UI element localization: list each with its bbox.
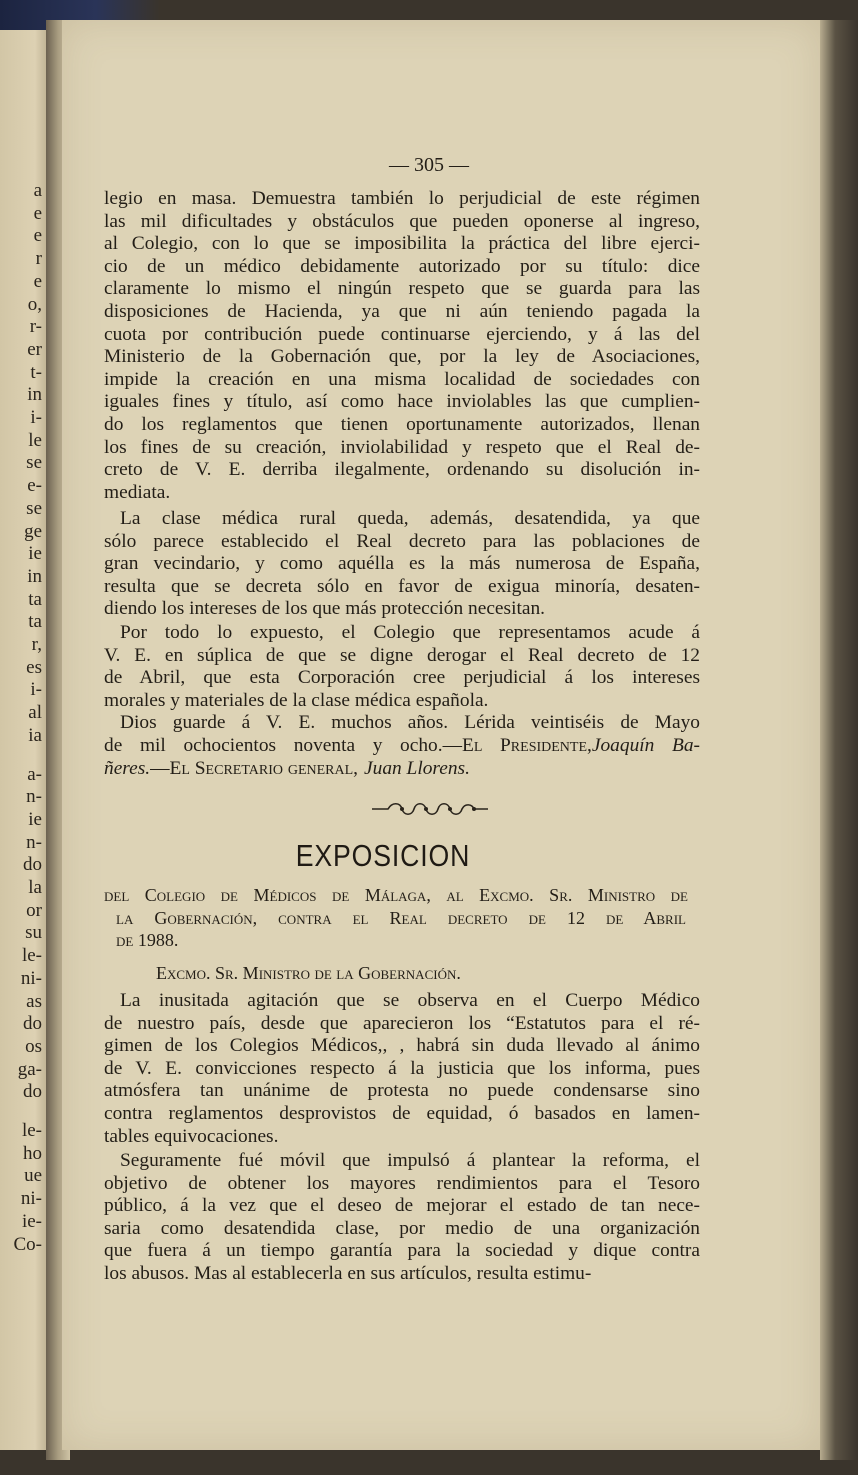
secretary-name: Juan Llorens. <box>364 758 470 779</box>
paragraph-line: resulta que se decreta sólo en favor de exigua minoría, desaten- <box>104 575 700 597</box>
paragraph-line: claramente lo mismo el ningún respeto que se guarda para las <box>104 278 700 300</box>
adjacent-page-fragment: se <box>26 452 42 474</box>
adjacent-page-fragment: in <box>27 384 42 406</box>
adjacent-page-fragment: do <box>23 1081 42 1103</box>
section-subtitle-line: de 1988. <box>116 930 179 951</box>
adjacent-page-fragment: le- <box>21 1120 42 1141</box>
paragraph-line: de Abril, que esta Corporación cree perjudicial á los intereses <box>104 667 700 689</box>
paragraph-line: Por todo lo expuesto, el Colegio que representamos acude á <box>120 622 700 643</box>
adjacent-page-fragment: se <box>26 497 42 519</box>
adjacent-page-fragment: ia <box>28 724 42 746</box>
adjacent-page-fragment: r <box>35 248 42 270</box>
adjacent-page-fragment: al <box>28 702 42 724</box>
adjacent-page-fragment: ni- <box>20 1188 42 1210</box>
adjacent-page-fragment: ho <box>23 1142 42 1164</box>
signature-line <box>104 735 700 757</box>
paragraph-line: objetivo de obtener los mayores rendimientos para el Tesoro <box>104 1172 700 1194</box>
adjacent-page-fragment: e- <box>27 475 42 497</box>
adjacent-page-fragment: le- <box>21 945 42 967</box>
adjacent-page-fragment: su <box>25 922 42 944</box>
paragraph-line: gimen de los Colegios Médicos,, , habrá sin duda llevado al ánimo <box>104 1035 700 1057</box>
paragraph-line: contra reglamentos desprovistos de equidad, ó basados en lamen- <box>104 1103 700 1124</box>
adjacent-page-fragment: e <box>33 225 42 247</box>
salutation: Excmo. Sr. Ministro de la Gobernación. <box>156 963 461 983</box>
adjacent-page-fragment: i- <box>30 679 42 701</box>
adjacent-page-fragment: ga- <box>17 1058 42 1080</box>
paragraph-line: impide la creación en una misma localidad de sociedades con <box>104 368 700 390</box>
page-number: — 305 — <box>389 154 469 176</box>
adjacent-page-fragment: ta <box>28 611 42 633</box>
adjacent-page-fragment: es <box>26 656 42 678</box>
adjacent-page-fragment: e <box>33 270 42 292</box>
adjacent-page-fragment: i- <box>30 407 42 428</box>
adjacent-page-fragment: n- <box>26 786 42 808</box>
paragraph-line: Ministerio de la Gobernación que, por la ley de Asociaciones, <box>104 346 700 368</box>
adjacent-page-fragment: r- <box>29 316 42 338</box>
adjacent-page-fragment: ni- <box>20 967 42 989</box>
paragraph-line: sólo parece establecido el Real decreto para las poblaciones de <box>104 530 700 552</box>
paragraph-line: V. E. en súplica de que se digne derogar el Real decreto de 12 <box>104 644 700 666</box>
adjacent-page-fragment: do <box>23 1013 42 1035</box>
paragraph-line: atmósfera tan unánime de protesta no puede condensarse sino <box>104 1080 700 1102</box>
adjacent-page-fragment: ie <box>28 543 42 565</box>
paragraph-line: público, á la vez que el deseo de mejorar el estado de tan nece- <box>104 1195 700 1217</box>
adjacent-page-fragment: n- <box>26 831 42 853</box>
section-subtitle-line: la Gobernación, contra el Real decreto de 12 de Abril <box>116 907 686 928</box>
section-title: EXPOSICION <box>295 838 471 873</box>
paragraph-line: do los reglamentos que tienen oportunamente autorizados, llenan <box>104 414 700 435</box>
paragraph-line: Dios guarde á V. E. muchos años. Lérida veintiséis de Mayo <box>120 712 700 733</box>
paragraph-line: Seguramente fué móvil que impulsó á plantear la reforma, el <box>120 1150 700 1171</box>
president-label: El Presidente, <box>461 735 592 756</box>
adjacent-page-fragment: la <box>28 877 42 898</box>
paragraph-line: gran vecindario, y como aquélla es la más numerosa de España, <box>104 553 700 575</box>
ornament-divider <box>370 798 490 820</box>
paragraph-line: creto de V. E. derriba ilegalmente, ordenando su disolución in- <box>104 459 700 481</box>
adjacent-page-fragment: er <box>27 338 42 360</box>
date-text: de mil ochocientos noventa y ocho.— <box>104 735 462 756</box>
adjacent-page-fragment: Co- <box>13 1233 42 1255</box>
adjacent-page-fragment: as <box>26 990 42 1012</box>
paragraph-line: cuota por contribución puede continuarse ejerciendo, y á las del <box>104 323 700 345</box>
paragraph-line: mediata. <box>104 481 171 503</box>
paragraph-line: tables equivocaciones. <box>104 1125 279 1147</box>
adjacent-page-fragment: t- <box>30 361 42 383</box>
paragraph-line: diendo los intereses de los que más protección necesitan. <box>104 598 546 620</box>
paragraph-line: saria como desatendida clase, por medio de una organización <box>104 1217 700 1239</box>
adjacent-page-fragment: ie <box>28 808 42 830</box>
adjacent-page-fragment: in <box>27 565 42 587</box>
adjacent-page-fragment: a- <box>27 763 42 785</box>
paragraph-line: La clase médica rural queda, además, desatendida, ya que <box>120 508 700 529</box>
paragraph-line: al Colegio, con lo que se imposibilita la práctica del libre ejerci- <box>104 233 700 255</box>
paragraph-line: legio en masa. Demuestra también lo perjudicial de este régimen <box>104 188 700 209</box>
adjacent-page-fragment: ue <box>24 1165 42 1187</box>
president-name: Joaquín Ba- <box>591 735 700 756</box>
adjacent-page-fragment: or <box>26 899 42 921</box>
paragraph-line: los abusos. Mas al establecerla en sus artículos, resulta estimu- <box>104 1263 592 1284</box>
paragraph-line: morales y materiales de la clase médica española. <box>104 689 489 711</box>
paragraph-line: los fines de su creación, inviolabilidad y respeto que el Real de- <box>104 436 700 458</box>
adjacent-page-fragment: le <box>28 429 42 451</box>
adjacent-page-fragment: r, <box>31 634 42 655</box>
adjacent-page-fragment: do <box>23 854 42 876</box>
adjacent-page-fragment: ta <box>28 588 42 610</box>
section-subtitle-line: del Colegio de Médicos de Málaga, al Excmo. Sr. Ministro de <box>104 885 688 905</box>
adjacent-page-edge <box>0 30 50 1450</box>
adjacent-page-fragment: a <box>33 180 42 201</box>
adjacent-page-fragment: ie- <box>21 1210 42 1232</box>
adjacent-page-fragment: o, <box>27 293 42 315</box>
adjacent-page-fragment: ge <box>24 520 42 542</box>
paragraph-line: las mil dificultades y obstáculos que pueden oponerse al ingreso, <box>104 210 700 232</box>
page-right-edge <box>820 20 858 1460</box>
paragraph-line: disposiciones de Hacienda, ya que ni aún teniendo pagada la <box>104 301 700 322</box>
adjacent-page-fragment: e <box>33 202 42 224</box>
paragraph-line: de V. E. convicciones respecto á la justicia que los informa, pues <box>104 1057 700 1079</box>
signature-line <box>104 758 700 780</box>
paragraph-line: de nuestro país, desde que aparecieron los “Estatutos para el ré- <box>104 1012 700 1034</box>
paragraph-line: La inusitada agitación que se observa en el Cuerpo Médico <box>120 990 700 1011</box>
paragraph-line: que fuera á un tiempo garantía para la sociedad y dique contra <box>104 1240 700 1262</box>
paragraph-line: iguales fines y título, así como hace inviolables las que cumplien- <box>104 391 700 413</box>
secretary-label: —El Secretario general, <box>150 758 359 779</box>
adjacent-page-fragment: os <box>25 1035 42 1057</box>
president-name: ñeres. <box>104 758 151 779</box>
paragraph-line: cio de un médico debidamente autorizado por su título: dice <box>104 255 700 277</box>
